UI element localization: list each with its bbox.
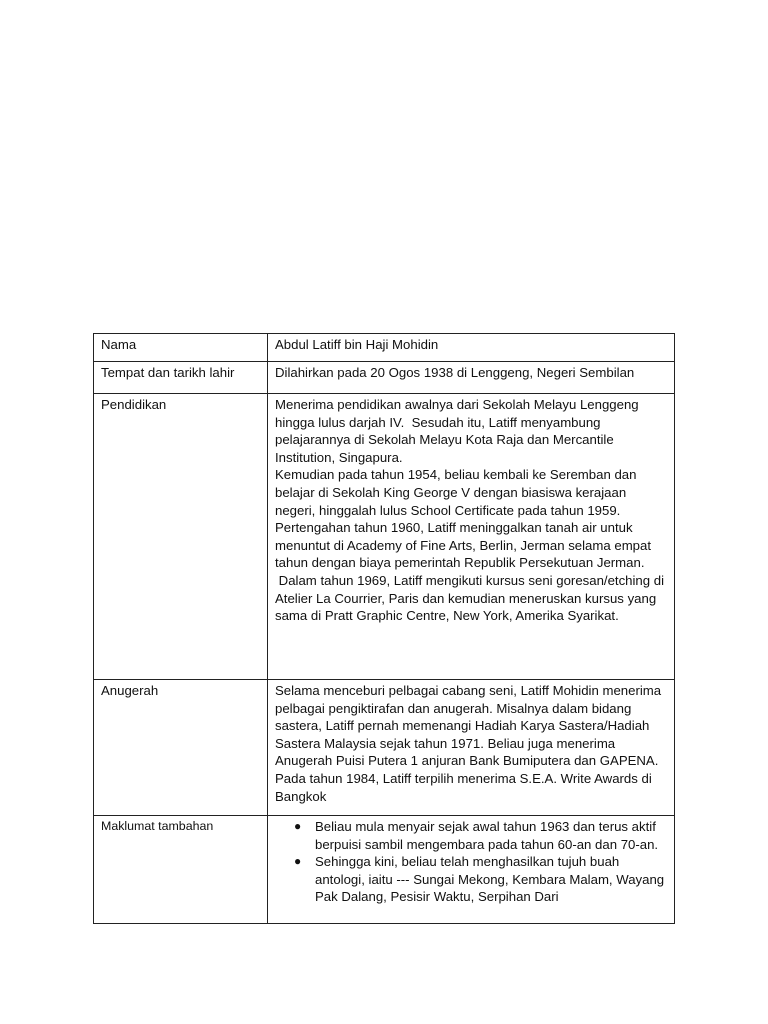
row-value: Dilahirkan pada 20 Ogos 1938 di Lenggeng, Negeri Sembilan [268,362,675,394]
table-row-nama [94,334,675,362]
table-row-anugerah [94,680,675,816]
list-item-text: Beliau mula menyair sejak awal tahun 1963 dan terus aktif berpuisi sambil mengembara pada tahun 60-an dan 70-an. [315,819,659,852]
list-item [294,818,667,853]
list-item-text: Sehingga kini, beliau telah menghasilkan tujuh buah antologi, iaitu --- Sungai Mekong, Kembara Malam, Wayang Pak Dalang, Pesisir Waktu, Serpihan Dari [315,854,665,905]
bullet-list [275,818,667,906]
biography-table [93,333,675,924]
row-value [268,816,675,924]
table-row-maklumat-tambahan [94,816,675,924]
row-value: Selama menceburi pelbagai cabang seni, Latiff Mohidin menerima pelbagai pengiktirafan dan anugerah. Misalnya dalam bidang sastera, Latiff pernah memenangi Hadiah Karya Sastera/Hadiah Sastera Malaysia sejak tahun 1971. Beliau juga menerima Anugerah Puisi Putera 1 anjuran Bank Bumiputera dan GAPENA. Pada tahun 1984, Latiff terpilih menerima S.E.A. Write Awards di Bangkok [268,680,675,816]
paragraph: Menerima pendidikan awalnya dari Sekolah Melayu Lenggeng hingga lulus darjah IV. Sesudah itu, Latiff menyambung pelajarannya di Sekolah Melayu Kota Raja dan Mercantile Institution, Singapura. [275,397,643,465]
row-label: Nama [94,334,268,362]
paragraph: Pertengahan tahun 1960, Latiff meninggalkan tanah air untuk menuntut di Academy of Fine Arts, Berlin, Jerman selama empat tahun dengan biaya pemerintah Republik Persekutuan Jerman. [275,520,655,571]
row-value [268,394,675,680]
table-row-pendidikan [94,394,675,680]
paragraph: Dalam tahun 1969, Latiff mengikuti kursus seni goresan/etching di Atelier La Courrier, Paris dan kemudian meneruskan kursus yang sama di Pratt Graphic Centre, New York, Amerika Syarikat. [275,572,667,624]
table-row-tempat-tarikh-lahir [94,362,675,394]
row-label: Pendidikan [94,394,268,680]
row-value: Abdul Latiff bin Haji Mohidin [268,334,675,362]
bullet-icon: ● [294,854,302,869]
paragraph: Kemudian pada tahun 1954, beliau kembali ke Seremban dan belajar di Sekolah King George V dengan biasiswa kerajaan negeri, hinggalah lulus School Certificate pada tahun 1959. [275,467,641,518]
row-label: Tempat dan tarikh lahir [94,362,268,394]
row-label: Anugerah [94,680,268,816]
bullet-icon: ● [294,819,302,833]
list-item [294,853,667,906]
row-label: Maklumat tambahan [94,816,268,924]
